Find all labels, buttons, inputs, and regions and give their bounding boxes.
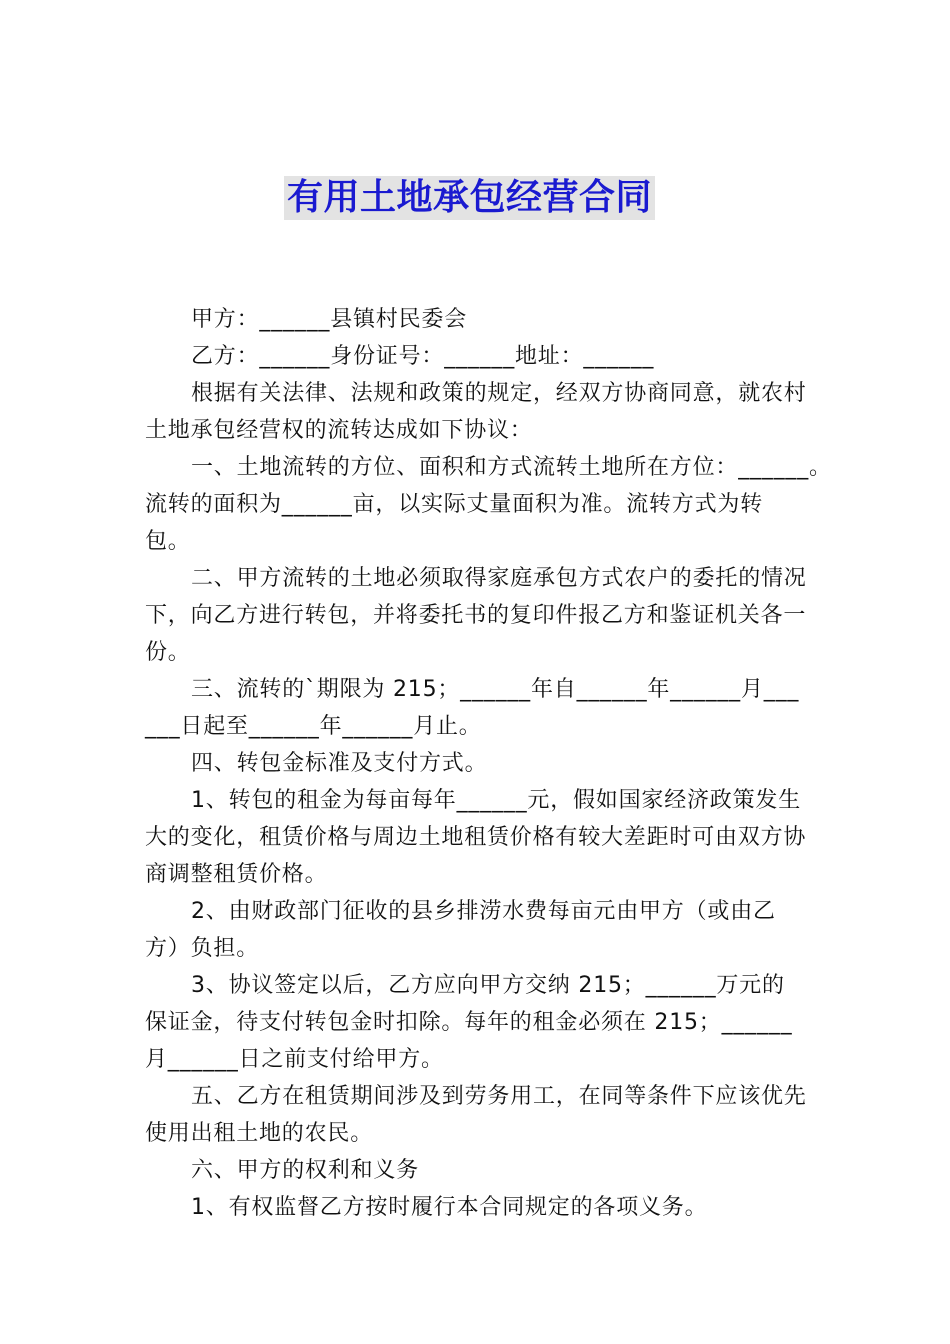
preamble-paragraph: 根据有关法律、法规和政策的规定，经双方协商同意，就农村土地承包经营权的流转达成如下协议：	[145, 381, 807, 443]
clause-2-paragraph: 二、甲方流转的土地必须取得家庭承包方式农户的委托的情况下，向乙方进行转包，并将委托书的复印件报乙方和鉴证机关各一份。	[145, 566, 807, 665]
clause-6-1-paragraph: 1、有权监督乙方按时履行本合同规定的各项义务。	[191, 1195, 708, 1220]
document-title: 有用土地承包经营合同	[284, 176, 655, 220]
clause-1-line-1: 一、土地流转的方位、面积和方式流转土地所在方位：______。	[191, 455, 832, 480]
party-b-line: 乙方：______身份证号：______地址：______	[191, 344, 655, 369]
clause-6-heading: 六、甲方的权利和义务	[191, 1158, 420, 1183]
clause-1-line-2: 流转的面积为______亩，以实际丈量面积为准。流转方式为转包。	[145, 492, 764, 554]
clause-4-2-paragraph: 2、由财政部门征收的县乡排涝水费每亩元由甲方（或由乙方）负担。	[145, 899, 776, 961]
clause-5-paragraph: 五、乙方在租赁期间涉及到劳务用工，在同等条件下应该优先使用出租土地的农民。	[145, 1084, 807, 1146]
document-body	[145, 301, 832, 1226]
clause-4-heading: 四、转包金标准及支付方式。	[191, 751, 488, 776]
clause-3-paragraph: 三、流转的`期限为 215；______年自______年______月______日起至______年______月止。	[145, 677, 800, 739]
party-a-line: 甲方：______县镇村民委会	[191, 307, 468, 332]
clause-4-3-paragraph: 3、协议签定以后，乙方应向甲方交纳 215；______万元的保证金，待支付转包金时扣除。每年的租金必须在 215；______月______日之前支付给甲方。	[145, 973, 793, 1072]
clause-4-1-paragraph: 1、转包的租金为每亩每年______元，假如国家经济政策发生大的变化，租赁价格与周边土地租赁价格有较大差距时可由双方协商调整租赁价格。	[145, 788, 807, 887]
